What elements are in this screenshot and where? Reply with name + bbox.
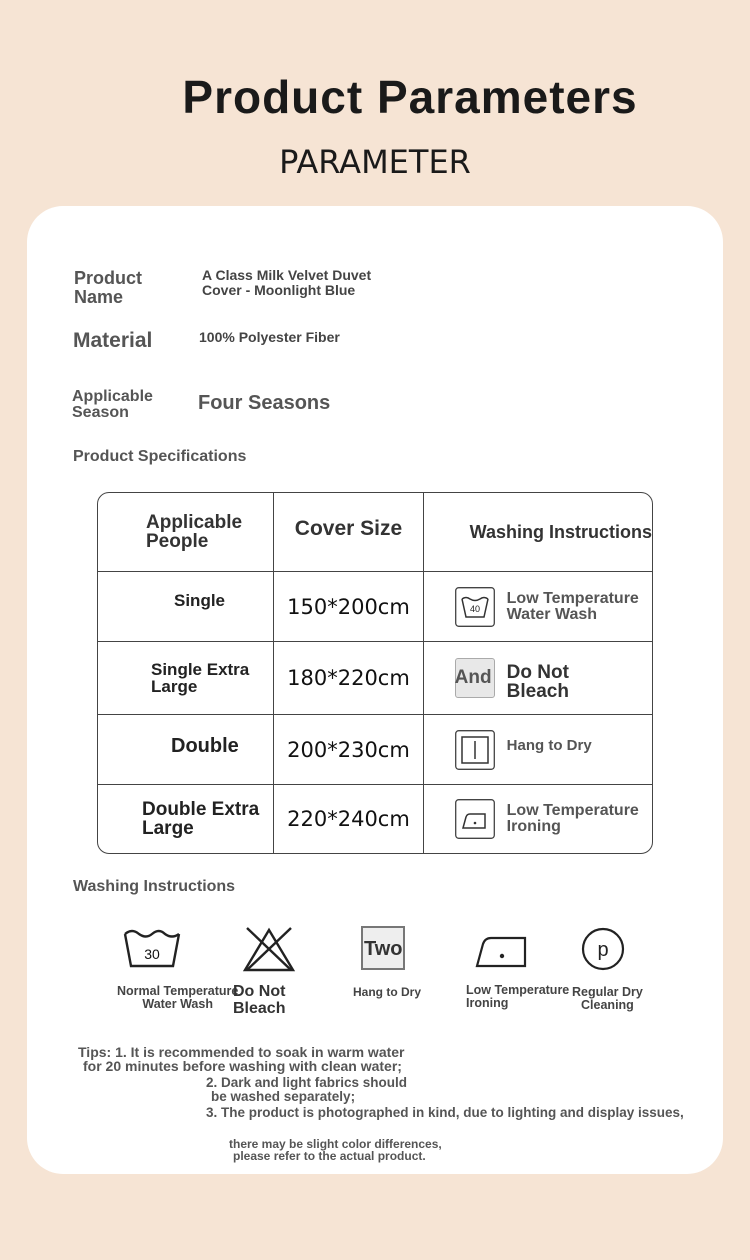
no-bleach-icon <box>455 658 495 698</box>
dry-clean-letter: p <box>597 939 609 961</box>
washing-cell: Do Not Bleach <box>506 662 569 702</box>
page-title: Product Parameters <box>182 71 638 123</box>
iron-low-item <box>471 930 531 975</box>
season-label: Applicable Season <box>72 388 153 421</box>
dry-clean-label: Regular Dry Cleaning <box>572 985 643 1013</box>
no-bleach-overlay-text: And <box>454 667 492 688</box>
product-name-value: A Class Milk Velvet Duvet Cover - Moonlight Blue <box>202 267 372 298</box>
people-cell: Single <box>174 591 226 610</box>
no-bleach-label: Do Not Bleach <box>233 983 286 1017</box>
table-header-row <box>98 493 652 572</box>
washing-cell: Low Temperature Ironing <box>506 802 639 835</box>
washing-instructions-heading: Washing Instructions <box>73 878 236 895</box>
hang-dry-overlay-text: Two <box>364 938 403 960</box>
table-row <box>98 572 652 642</box>
column-header-washing: Washing Instructions <box>469 521 652 542</box>
tips-line-2: for 20 minutes before washing with clean water; <box>83 1058 402 1074</box>
table-row <box>98 642 652 715</box>
specifications-table <box>97 492 653 854</box>
table-row <box>98 715 652 785</box>
dry-clean-p-icon <box>581 927 625 971</box>
column-header-people: Applicable People <box>146 512 243 552</box>
iron-low-icon <box>473 930 529 970</box>
people-cell: Single Extra Large <box>151 660 250 696</box>
washing-icons-row <box>27 922 723 1022</box>
material-label: Material <box>73 329 153 352</box>
column-header-size: Cover Size <box>294 517 403 540</box>
tips-line-7: please refer to the actual product. <box>233 1149 426 1163</box>
size-cell: 180*220cm <box>287 666 410 690</box>
tips-line-3: 2. Dark and light fabrics should <box>206 1075 408 1090</box>
people-cell: Double Extra Large <box>142 799 260 839</box>
no-bleach-icon <box>241 926 297 972</box>
material-value: 100% Polyester Fiber <box>199 329 340 345</box>
hang-dry-item <box>361 926 409 974</box>
size-cell: 150*200cm <box>287 594 410 619</box>
hang-dry-icon <box>455 730 495 770</box>
svg-text:40: 40 <box>469 603 480 614</box>
tips-line-5: 3. The product is photographed in kind, due to lighting and display issues, <box>206 1105 684 1120</box>
season-value: Four Seasons <box>198 392 331 414</box>
table-row <box>98 785 652 853</box>
parameters-card <box>27 206 723 1174</box>
hang-dry-label: Hang to Dry <box>353 985 422 999</box>
iron-low-icon <box>455 799 495 839</box>
washing-cell: Low Temperature Water Wash <box>506 589 639 623</box>
tips-line-4: be washed separately; <box>211 1089 356 1104</box>
iron-low-label: Low Temperature Ironing <box>466 983 570 1011</box>
tips-line-6: there may be slight color differences, <box>229 1137 442 1151</box>
page-subtitle: PARAMETER <box>279 143 471 181</box>
wash-40-icon <box>455 587 495 627</box>
wash-30-label: Normal Temperature Water Wash <box>117 984 239 1012</box>
tips-line-1: Tips: 1. It is recommended to soak in warm water <box>78 1044 405 1060</box>
size-cell: 200*230cm <box>287 737 410 762</box>
product-name-label: Product Name <box>74 268 143 307</box>
people-cell: Double <box>171 734 239 757</box>
wash-30-number: 30 <box>144 946 160 962</box>
washing-cell: Hang to Dry <box>506 737 592 754</box>
wash-30-item <box>117 926 187 975</box>
specifications-heading: Product Specifications <box>73 448 247 465</box>
dry-clean-item <box>580 927 626 976</box>
size-cell: 220*240cm <box>287 807 410 831</box>
wash-30-icon <box>121 926 183 970</box>
no-bleach-item <box>239 926 299 977</box>
